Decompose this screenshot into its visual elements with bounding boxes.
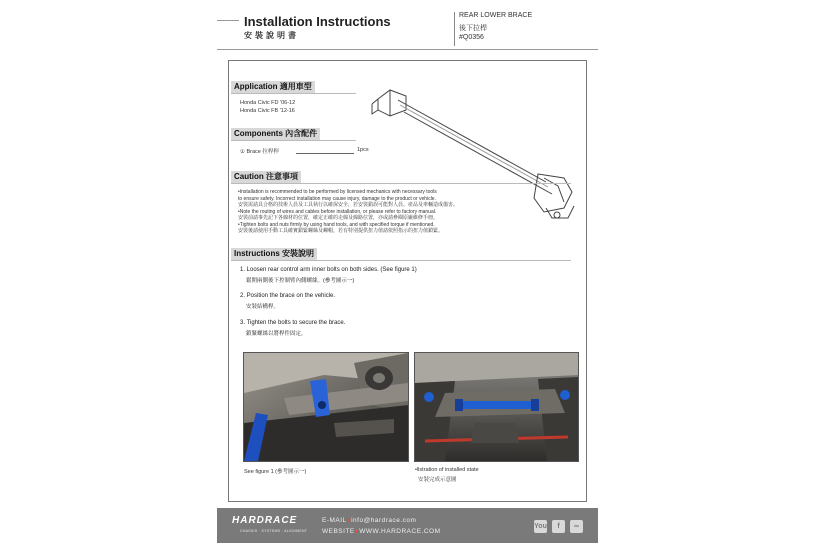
components-heading: Components 內含配件 [231, 128, 320, 140]
brand-tagline: CHASSIS · SYSTEMS · ALIGNMENT [240, 529, 308, 533]
bullet-dot-icon: ● [354, 528, 360, 535]
installed-state-illustration [415, 353, 578, 461]
caution-line: 安裝前請事先記下各線材的位置，確定正確的走線及線路位置，亦或請參閱原廠維修手冊。 [238, 215, 439, 221]
facebook-icon[interactable]: f [552, 520, 565, 533]
email-label: E-MAIL [322, 517, 347, 524]
caution-line: 安裝後請使用手動工具確實鎖緊螺絲及螺帽，若有特別提供扭力值請依照指示的扭力值鎖緊。 [238, 228, 444, 234]
step-zh: 鬆開兩側後下控制臂內側螺絲。(參考圖示一) [246, 278, 355, 284]
model-item: Honda Civic FD '06-12 [240, 100, 296, 106]
instructions-rule [231, 260, 571, 261]
website-row [322, 528, 441, 535]
page-title: Installation Instructions [244, 14, 391, 29]
youtube-icon[interactable]: You [534, 520, 547, 533]
figure-1-caption: See figure 1 (參考圖示一) [244, 469, 307, 475]
header-divider [454, 12, 455, 46]
product-name-zh: 後下拉桿 [459, 25, 487, 32]
application-rule [231, 93, 356, 94]
header-rule [217, 49, 598, 50]
installed-caption-zh: 安裝完成示意圖 [418, 477, 457, 483]
caution-line: 安裝需請具合格的技術人員及工具執行以確保安全，若安裝錯誤可能對人員、產品及車輛造成傷害。 [238, 202, 459, 208]
caution-rule [231, 183, 571, 184]
caution-text [238, 189, 578, 235]
figure-1-illustration [244, 353, 408, 461]
component-leader-line [296, 153, 354, 154]
product-name-en: REAR LOWER BRACE [459, 12, 533, 19]
page-subtitle: 安裝說明書 [244, 31, 299, 40]
brand-logo: HARDRACE [232, 515, 298, 526]
model-item: Honda Civic FB '12-16 [240, 108, 295, 114]
wechat-icon[interactable]: ∞ [570, 520, 583, 533]
step-en: 2. Position the brace on the vehicle. [240, 293, 336, 299]
step-en: 1. Loosen rear control arm inner bolts on both sides. (See figure 1) [240, 267, 417, 273]
caution-line: to ensure safety. Incorrect installation may cause injury, damage to the product or vehicle. [238, 195, 436, 202]
caution-line: •Tighten bolts and nuts firmly by using hand tools, and with specified torque if mentioned. [238, 221, 435, 228]
components-rule [231, 140, 356, 141]
website-label: WEBSITE [322, 528, 355, 535]
step-zh: 安裝結構桿。 [246, 304, 280, 310]
caution-line: •Note the routing of wires and cables before installation, or please refer to factory manual. [238, 208, 437, 215]
header-tick-line [217, 20, 239, 21]
caution-line: •Installation is recommended to be performed by licensed mechanics with necessary tools [238, 189, 437, 195]
installed-caption-en: •llstration of installed state [415, 467, 479, 473]
bullet-dot-icon: ● [346, 517, 352, 524]
instructions-heading: Instructions 安裝說明 [231, 248, 317, 260]
application-heading: Application 適用車型 [231, 81, 315, 93]
caution-heading: Caution 注意事項 [231, 171, 301, 183]
component-item-label: ① Brace 拉桿桿 [240, 149, 279, 155]
step-zh: 鎖緊螺絲以將桿件固定。 [246, 331, 307, 337]
installed-state-photo [414, 352, 579, 462]
website-link[interactable]: WWW.HARDRACE.COM [359, 528, 441, 535]
part-number: #Q0356 [459, 34, 484, 41]
email-row [322, 517, 416, 524]
email-link[interactable]: info@hardrace.com [351, 517, 417, 524]
figure-1-photo [243, 352, 409, 462]
component-item-qty: 1pcs [357, 147, 369, 153]
step-en: 3. Tighten the bolts to secure the brace. [240, 320, 346, 326]
